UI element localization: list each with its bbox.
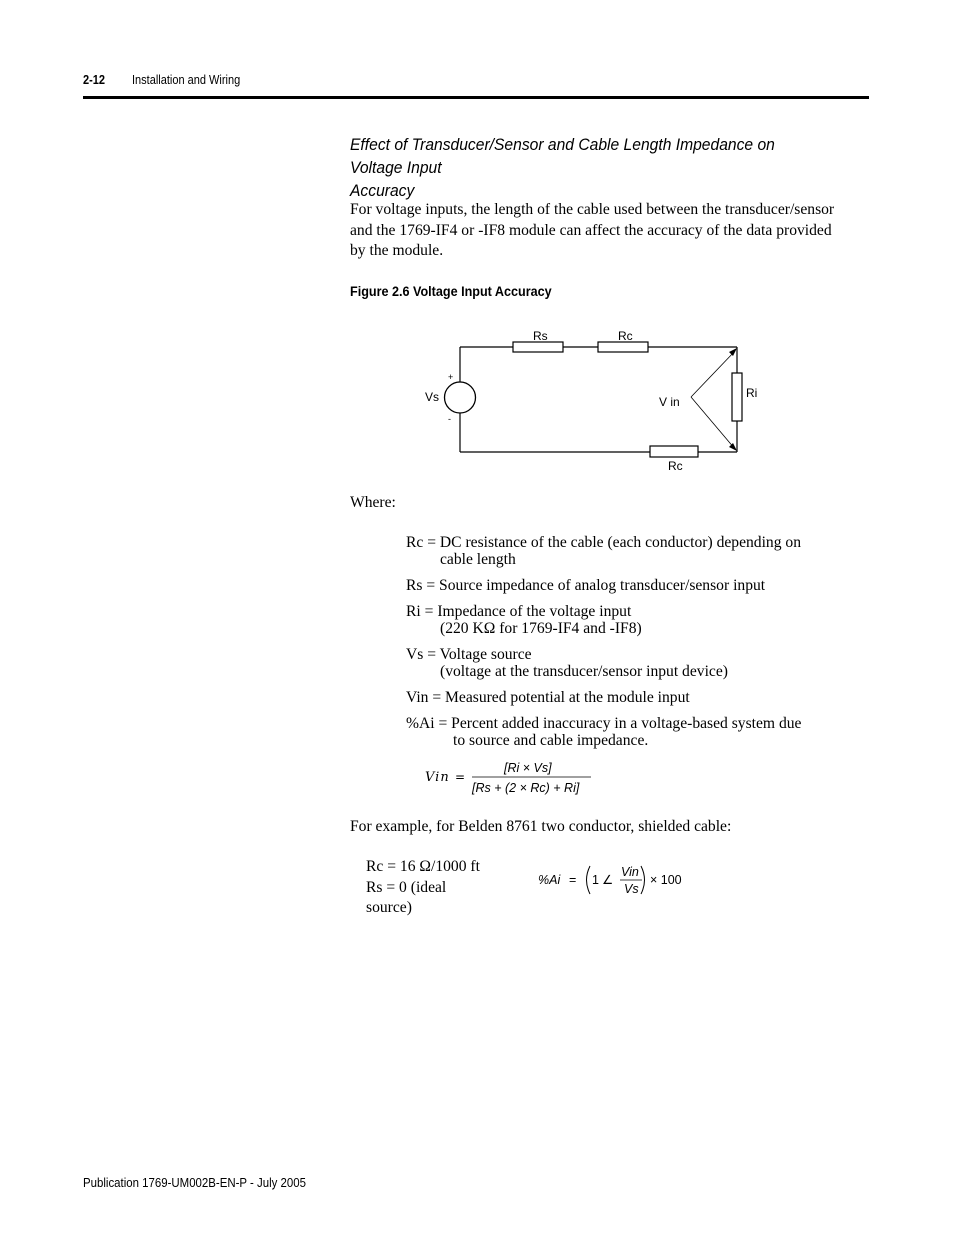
example-intro: For example, for Belden 8761 two conductor, shielded cable: bbox=[350, 818, 732, 835]
formula-denominator: [Rs + (2 × Rc) + Ri] bbox=[472, 781, 580, 795]
definition-continuation: cable length bbox=[440, 551, 516, 568]
vin-label: V in bbox=[659, 395, 680, 409]
figure-caption: Figure 2.6 Voltage Input Accuracy bbox=[350, 283, 552, 299]
definition-vin bbox=[406, 689, 876, 706]
intro-line: For voltage inputs, the length of the cable used between the transducer/sensor bbox=[350, 201, 835, 218]
page-number: 2-12 bbox=[83, 73, 106, 87]
voltage-source-symbol bbox=[445, 382, 476, 413]
minus-label: - bbox=[448, 414, 451, 424]
ai-formula-angle: ∠ bbox=[602, 873, 614, 887]
ai-formula-times: × 100 bbox=[650, 873, 682, 887]
section-heading-line-2: Accuracy bbox=[350, 181, 415, 200]
rc-bottom-label: Rc bbox=[668, 459, 683, 473]
vin-arrow-up bbox=[691, 351, 735, 397]
vin-arrowhead-down bbox=[729, 443, 737, 451]
definition-ai bbox=[406, 715, 876, 749]
rc-bottom-resistor bbox=[650, 446, 698, 457]
left-paren bbox=[587, 866, 591, 894]
definition-vs bbox=[406, 646, 876, 680]
intro-line: by the module. bbox=[350, 242, 444, 259]
running-header-title: Installation and Wiring bbox=[132, 73, 241, 87]
rs-label: Rs bbox=[533, 329, 548, 343]
definition-list bbox=[406, 534, 876, 758]
vin-arrow-down bbox=[691, 397, 735, 449]
percent-ai-formula bbox=[536, 860, 696, 900]
given-rs: Rs = 0 (ideal bbox=[366, 878, 447, 896]
ai-formula-one: 1 bbox=[592, 873, 599, 887]
formula-equals: = bbox=[455, 770, 466, 784]
rc-top-label: Rc bbox=[618, 329, 633, 343]
definition-rc bbox=[406, 534, 876, 568]
rs-resistor bbox=[513, 342, 563, 352]
plus-label: + bbox=[448, 372, 454, 382]
definition-term-line: Ri = Impedance of the voltage input bbox=[406, 603, 632, 620]
where-label: Where: bbox=[350, 494, 396, 511]
vin-arrowhead-up bbox=[729, 348, 737, 356]
given-rc: Rc = 16 Ω/1000 ft bbox=[366, 858, 480, 875]
definition-term-line: %Ai = Percent added inaccuracy in a voltage-based system due bbox=[406, 715, 802, 732]
ai-formula-denominator: Vs bbox=[624, 882, 639, 896]
definition-term-line: Rc = DC resistance of the cable (each conductor) depending on bbox=[406, 534, 802, 551]
ai-formula-numerator: Vin bbox=[621, 865, 639, 879]
ri-resistor bbox=[732, 373, 742, 421]
definition-term-line: Rs = Source impedance of analog transducer/sensor input bbox=[406, 577, 766, 594]
intro-line: and the 1769-IF4 or -IF8 module can affect the accuracy of the data provided bbox=[350, 221, 832, 239]
formula-numerator: [Ri × Vs] bbox=[504, 761, 552, 775]
given-rs-cont: source) bbox=[366, 899, 412, 916]
rc-top-resistor bbox=[598, 342, 648, 352]
definition-term-line: Vs = Voltage source bbox=[406, 646, 532, 663]
section-heading-line-1: Effect of Transducer/Sensor and Cable Length Impedance on Voltage Input bbox=[350, 135, 775, 177]
definition-term-line: Vin = Measured potential at the module input bbox=[406, 689, 690, 706]
formula-lhs: Vin bbox=[425, 770, 450, 785]
vs-label: Vs bbox=[425, 390, 440, 404]
section-heading bbox=[350, 133, 828, 202]
definition-rs bbox=[406, 577, 876, 594]
definition-continuation: (voltage at the transducer/sensor input device) bbox=[440, 663, 728, 680]
vin-formula bbox=[425, 760, 605, 800]
ri-label: Ri bbox=[746, 386, 758, 400]
definition-continuation: (220 KΩ for 1769-IF4 and -IF8) bbox=[440, 620, 642, 637]
definition-ri bbox=[406, 603, 876, 637]
intro-paragraph bbox=[350, 200, 870, 262]
header-rule bbox=[83, 96, 869, 99]
voltage-input-circuit-diagram bbox=[415, 325, 775, 485]
ai-formula-lhs: %Ai bbox=[538, 873, 561, 887]
footer-publication: Publication 1769-UM002B-EN-P - July 2005 bbox=[83, 1175, 306, 1190]
ai-formula-equals: = bbox=[569, 873, 577, 887]
definition-continuation: to source and cable impedance. bbox=[453, 732, 649, 749]
example-given-values bbox=[366, 857, 480, 919]
